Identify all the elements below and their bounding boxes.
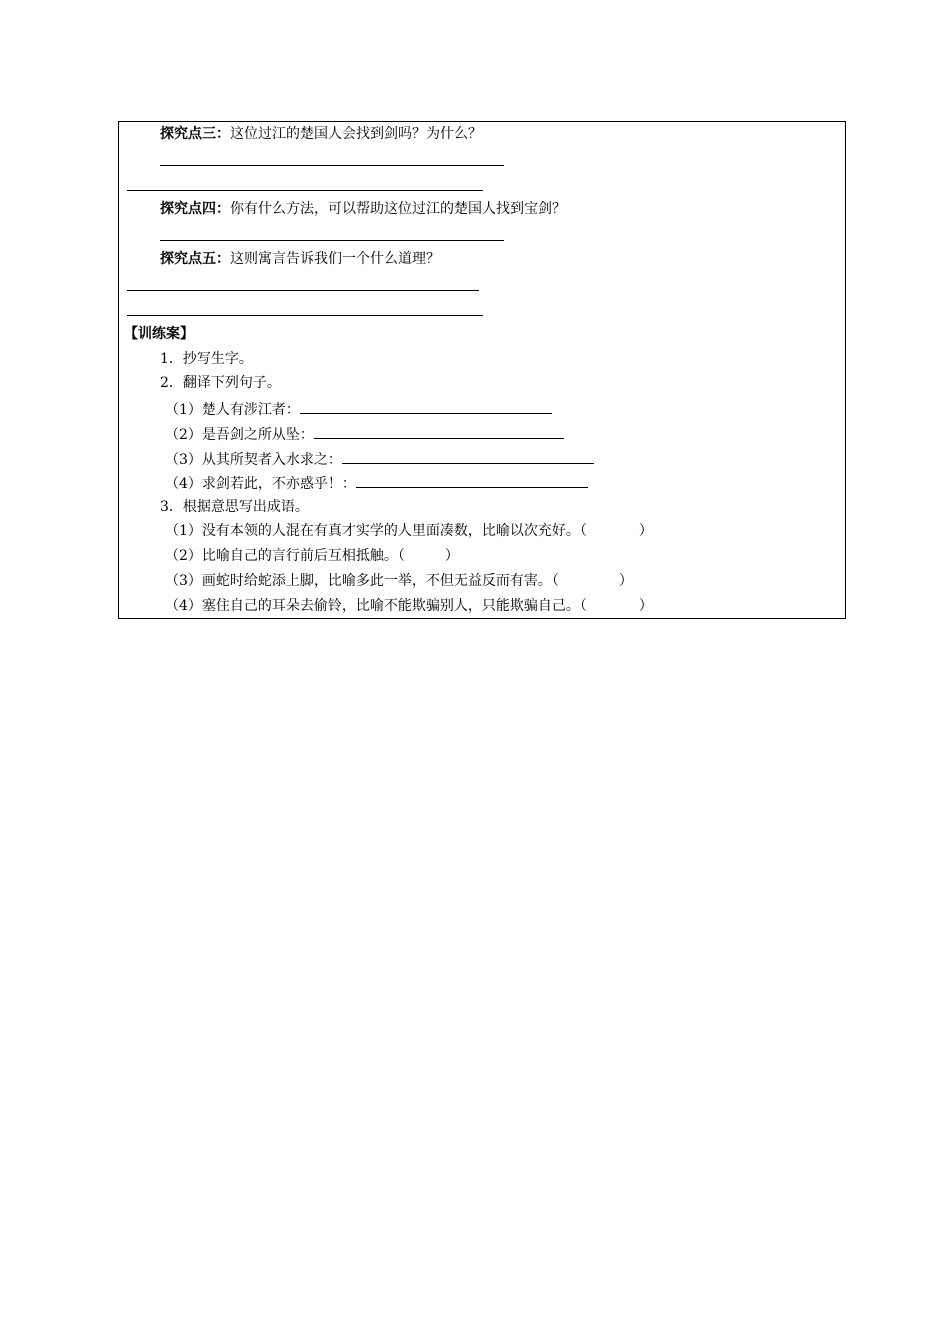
- close-paren: ）: [638, 598, 653, 614]
- q3-item-1-text: （1）没有本领的人混在有真才实学的人里面凑数，比喻以次充好。（: [165, 523, 587, 539]
- q2-item-1: [165, 399, 552, 419]
- answer-line[interactable]: [160, 165, 504, 166]
- q2-item-3-text: （3）从其所契者入水求之：: [165, 452, 342, 468]
- translation-blank[interactable]: [314, 424, 564, 439]
- inquiry-3-label: 探究点三：: [160, 126, 230, 142]
- q2-item-2: [165, 424, 564, 444]
- close-paren: ）: [618, 573, 633, 589]
- q2-item-3: [165, 449, 594, 469]
- q3-item-2-text: （2）比喻自己的言行前后互相抵触。（: [165, 548, 405, 564]
- close-paren: ）: [444, 548, 459, 564]
- translation-blank[interactable]: [342, 449, 594, 464]
- q2-item-2-text: （2）是吾剑之所从坠：: [165, 427, 314, 443]
- question-2: 2．翻译下列句子。: [160, 375, 281, 391]
- inquiry-5-question: 这则寓言告诉我们一个什么道理？: [230, 251, 440, 267]
- q2-item-1-text: （1）楚人有涉江者：: [165, 402, 300, 418]
- inquiry-5-label: 探究点五：: [160, 251, 230, 267]
- inquiry-3: [160, 125, 482, 143]
- inquiry-4-label: 探究点四：: [160, 201, 230, 217]
- question-3: 3．根据意思写出成语。: [160, 499, 309, 515]
- answer-line[interactable]: [160, 240, 504, 241]
- inquiry-3-question: 这位过江的楚国人会找到剑吗？为什么？: [230, 126, 482, 142]
- worksheet-box: [118, 121, 846, 619]
- translation-blank[interactable]: [356, 473, 588, 488]
- answer-line[interactable]: [127, 290, 479, 291]
- q3-item-3: [165, 572, 633, 590]
- training-heading: 【训练案】: [124, 326, 194, 342]
- q2-item-4: [165, 473, 588, 493]
- q3-item-4-text: （4）塞住自己的耳朵去偷铃，比喻不能欺骗别人，只能欺骗自己。（: [165, 598, 587, 614]
- q3-item-2: [165, 547, 459, 565]
- answer-line[interactable]: [127, 315, 483, 316]
- inquiry-4: [160, 200, 566, 218]
- inquiry-4-question: 你有什么方法，可以帮助这位过江的楚国人找到宝剑？: [230, 201, 566, 217]
- question-1: 1．抄写生字。: [160, 351, 253, 367]
- answer-line[interactable]: [127, 190, 483, 191]
- q3-item-1: [165, 522, 653, 540]
- close-paren: ）: [638, 523, 653, 539]
- q2-item-4-text: （4）求剑若此，不亦惑乎！：: [165, 476, 356, 492]
- q3-item-4: [165, 597, 653, 615]
- inquiry-5: [160, 250, 440, 268]
- translation-blank[interactable]: [300, 399, 552, 414]
- q3-item-3-text: （3）画蛇时给蛇添上脚，比喻多此一举，不但无益反而有害。（: [165, 573, 559, 589]
